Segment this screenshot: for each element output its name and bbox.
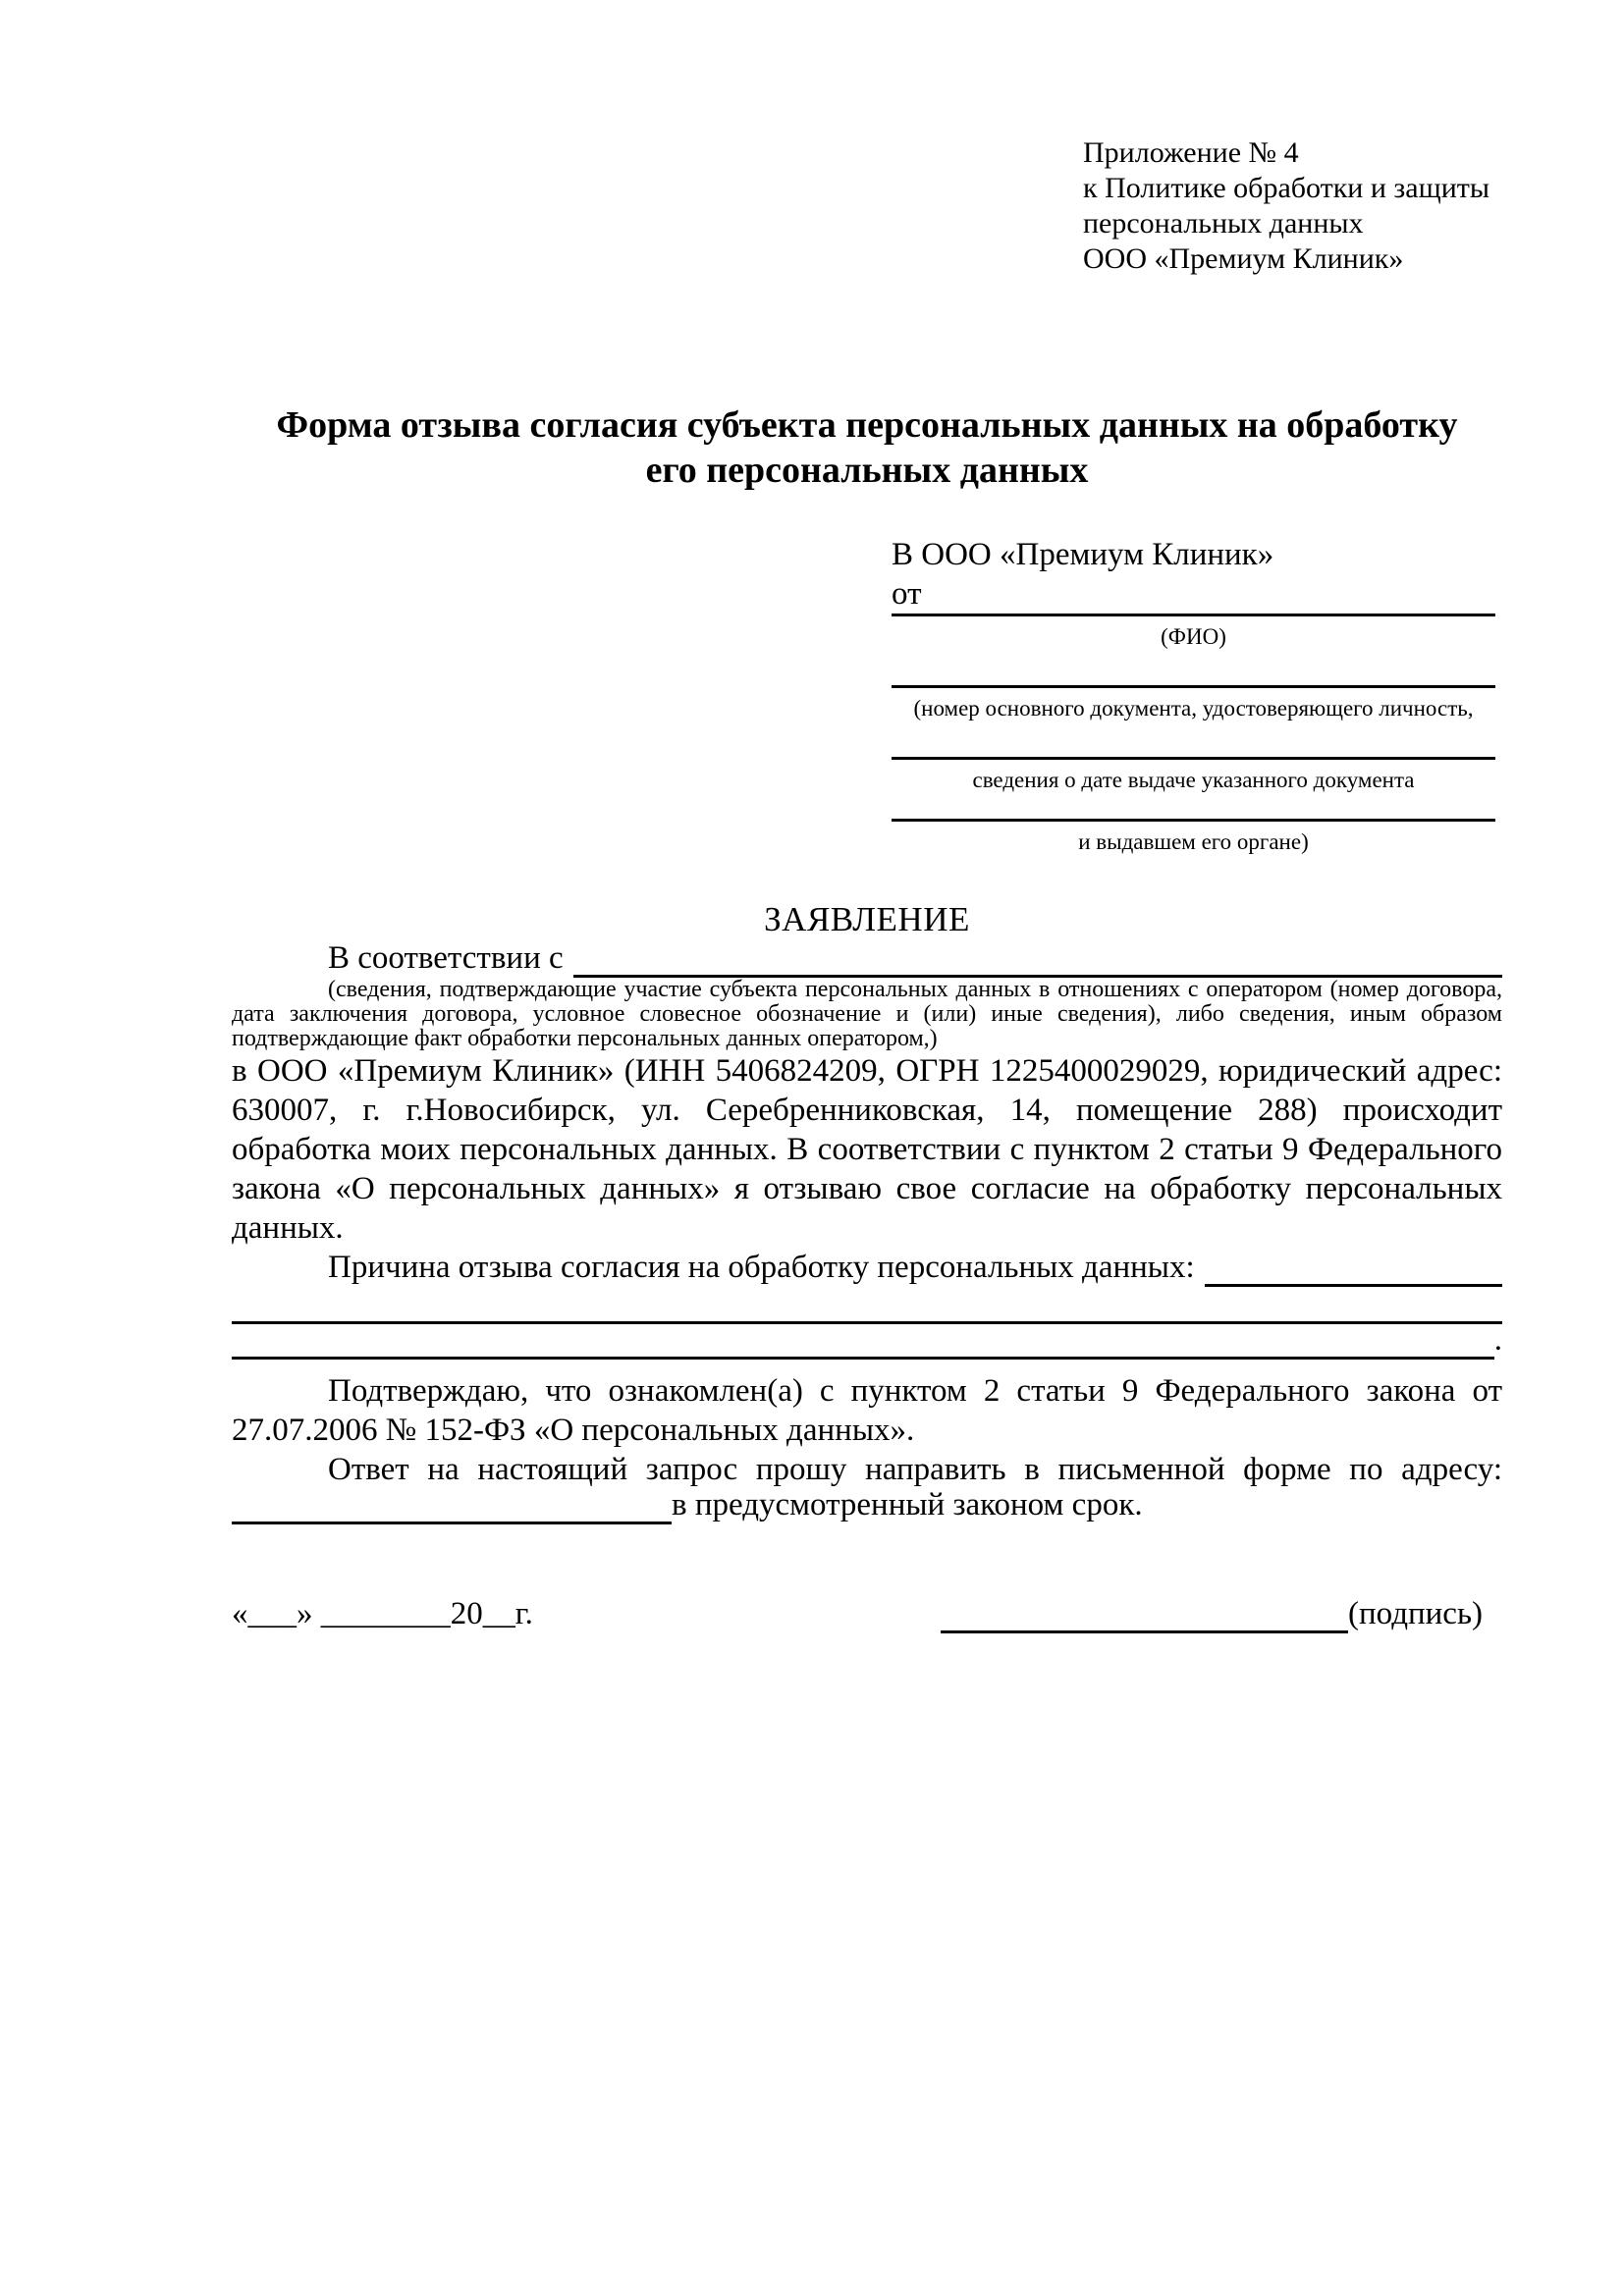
reason-row xyxy=(232,1248,1502,1287)
signature-blank-line xyxy=(941,1630,1348,1633)
signature-block xyxy=(941,1594,1483,1633)
reason-terminator: . xyxy=(1493,1322,1502,1358)
fio-caption: (ФИО) xyxy=(1161,624,1226,649)
form-title xyxy=(232,402,1502,493)
reply-suffix: в предусмотренный законом срок. xyxy=(672,1487,1143,1522)
form-title-line-1: Форма отзыва согласия субъекта персональных данных на обработку xyxy=(276,404,1458,446)
document-number-blank-line xyxy=(892,685,1495,688)
intro-prefix: В соответствии с xyxy=(328,940,564,976)
statement-heading: ЗАЯВЛЕНИЕ xyxy=(764,900,970,938)
reply-address-blank-line xyxy=(232,1522,672,1524)
annex-line-3: персональных данных xyxy=(1083,207,1364,240)
intro-row xyxy=(232,940,1502,978)
reason-label: Причина отзыва согласия на обработку персональных данных: xyxy=(328,1250,1195,1285)
issue-date-blank-line xyxy=(892,757,1495,760)
confirmation-paragraph: Подтверждаю, что ознакомлен(а) с пунктом 2 статьи 9 Федерального закона от 27.07.2006 № 152-ФЗ «О персональных данных». xyxy=(232,1373,1502,1448)
from-label: от xyxy=(892,576,922,612)
signature-caption: (подпись) xyxy=(1348,1596,1483,1631)
annex-line-1: Приложение № 4 xyxy=(1083,136,1299,169)
annex-note xyxy=(1083,135,1502,277)
reason-blank-line-3 xyxy=(232,1357,1494,1360)
date-blank: «___» ________20__г. xyxy=(232,1596,533,1631)
fio-blank-line xyxy=(892,614,1495,616)
body-paragraph: в ООО «Премиум Клиник» (ИНН 5406824209, ОГРН 1225400029029, юридический адрес: 630007, г. г.Новосибирск, ул. Серебренниковская, 14, помещение 288) происходит обработка моих персональных данных. В соответствии с пунктом 2 статьи 9 Федерального закона «О персональных данных» я отзываю свое согласие на обработку персональных данных. xyxy=(232,1053,1502,1246)
annex-line-2: к Политике обработки и защиты xyxy=(1083,172,1490,204)
signing-row xyxy=(232,1598,1502,1633)
reply-paragraph: Ответ на настоящий запрос прошу направить в письменной форме по адресу: xyxy=(328,1452,1502,1487)
form-title-line-2: его персональных данных xyxy=(645,450,1089,491)
issuing-authority-blank-line xyxy=(892,819,1495,822)
document-number-caption: (номер основного документа, удостоверяющего личность, xyxy=(913,696,1474,721)
reason-blank-line-1 xyxy=(1205,1284,1502,1287)
reason-blank-line-3-row xyxy=(232,1324,1502,1360)
addressee-organization: В ООО «Премиум Клиник» xyxy=(892,537,1274,572)
addressee-block xyxy=(892,535,1495,855)
reply-address-row xyxy=(232,1489,1502,1524)
issue-date-caption: сведения о дате выдаче указанного документа xyxy=(972,768,1415,792)
annex-line-4: ООО «Премиум Клиник» xyxy=(1083,242,1404,275)
intro-footnote: (сведения, подтверждающие участие субъекта персональных данных в отношениях с оператором (номер договора, дата заключения договора, условное словесное обозначение и (или) иные сведения), либо сведения, иным образом подтверждающие факт обработки персональных данных оператором,) xyxy=(232,977,1502,1051)
issuing-authority-caption: и выдавшем его органе) xyxy=(1078,829,1309,854)
